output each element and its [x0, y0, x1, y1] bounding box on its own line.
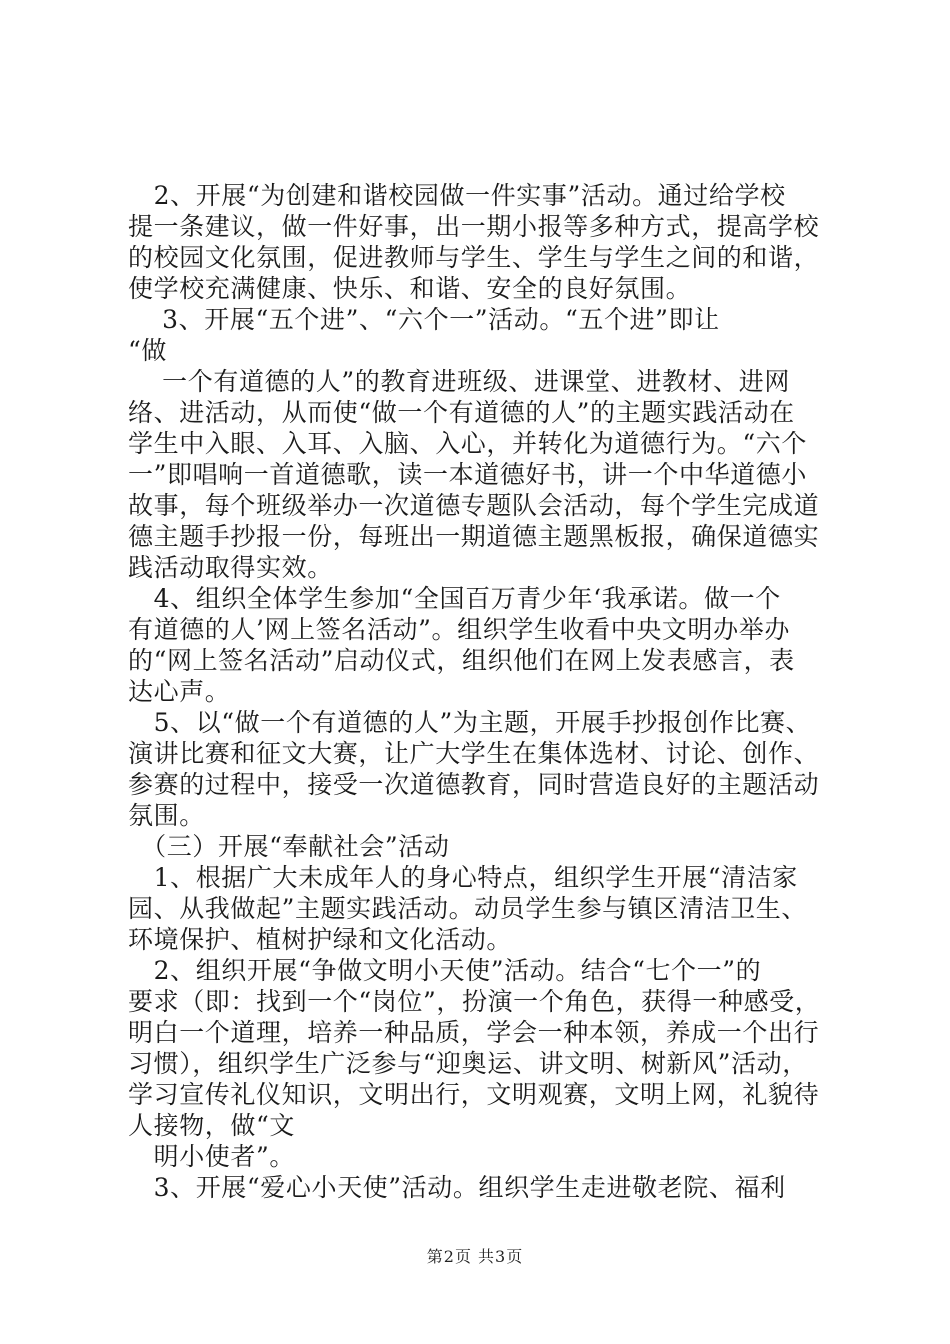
section-heading: （三）开展“奉献社会”活动	[128, 832, 450, 861]
text-line: 提一条建议，做一件好事，出一期小报等多种方式，提高学校	[128, 212, 820, 241]
text-line: 明小使者”。	[128, 1142, 295, 1171]
text-line: “做	[128, 336, 167, 365]
text-line: 络、进活动，从而使“做一个有道德的人”的主题实践活动在	[128, 398, 795, 427]
text-line: 一个有道德的人”的教育进班级、进课堂、进教材、进网	[128, 367, 790, 396]
text-line: 2、组织开展“争做文明小天使”活动。结合“七个一”的	[128, 956, 762, 985]
text-line: 的“网上签名活动”启动仪式，组织他们在网上发表感言，表	[128, 646, 795, 675]
text-line: 的校园文化氛围，促进教师与学生、学生与学生之间的和谐，	[128, 243, 820, 272]
text-line: 演讲比赛和征文大赛，让广大学生在集体选材、讨论、创作、	[128, 739, 820, 768]
text-line: 4、组织全体学生参加“全国百万青少年‘我承诺。做一个	[128, 584, 781, 613]
text-line: 要求（即：找到一个“岗位”，扮演一个角色，获得一种感受，	[128, 987, 821, 1016]
text-line: 5、以“做一个有道德的人”为主题，开展手抄报创作比赛、	[128, 708, 812, 737]
text-line: 2、开展“为创建和谐校园做一件实事”活动。通过给学校	[128, 181, 786, 210]
text-line: 使学校充满健康、快乐、和谐、安全的良好氛围。	[128, 274, 692, 303]
text-line: 达心声。	[128, 677, 231, 706]
text-line: 园、从我做起”主题实践活动。动员学生参与镇区清洁卫生、	[128, 894, 807, 923]
text-line: 学生中入眼、入耳、入脑、入心，并转化为道德行为。“六个	[128, 429, 807, 458]
text-line: 践活动取得实效。	[128, 553, 333, 582]
text-line: 学习宣传礼仪知识，文明出行，文明观赛，文明上网，礼貌待	[128, 1080, 820, 1109]
text-line: 故事，每个班级举办一次道德专题队会活动，每个学生完成道	[128, 491, 820, 520]
text-line: 人接物，做“文	[128, 1111, 295, 1140]
text-line: 环境保护、植树护绿和文化活动。	[128, 925, 513, 954]
text-line: 德主题手抄报一份，每班出一期道德主题黑板报，确保道德实	[128, 522, 820, 551]
text-line: 一”即唱响一首道德歌，读一本道德好书，讲一个中华道德小	[128, 460, 807, 489]
text-line: 氛围。	[128, 801, 205, 830]
text-line: 明白一个道理，培养一种品质，学会一种本领，养成一个出行	[128, 1018, 820, 1047]
text-line: 参赛的过程中，接受一次道德教育，同时营造良好的主题活动	[128, 770, 820, 799]
text-line: 1、根据广大未成年人的身心特点，组织学生开展“清洁家	[128, 863, 798, 892]
text-line: 3、开展“五个进”、“六个一”活动。“五个进”即让	[128, 305, 720, 334]
text-line: 3、开展“爱心小天使”活动。组织学生走进敬老院、福利	[128, 1173, 786, 1202]
text-line: 习惯），组织学生广泛参与“迎奥运、讲文明、树新风”活动，	[128, 1049, 808, 1078]
page-number-footer: 第2页 共3页	[426, 1247, 524, 1266]
text-line: 有道德的人’网上签名活动”。组织学生收看中央文明办举办	[128, 615, 790, 644]
